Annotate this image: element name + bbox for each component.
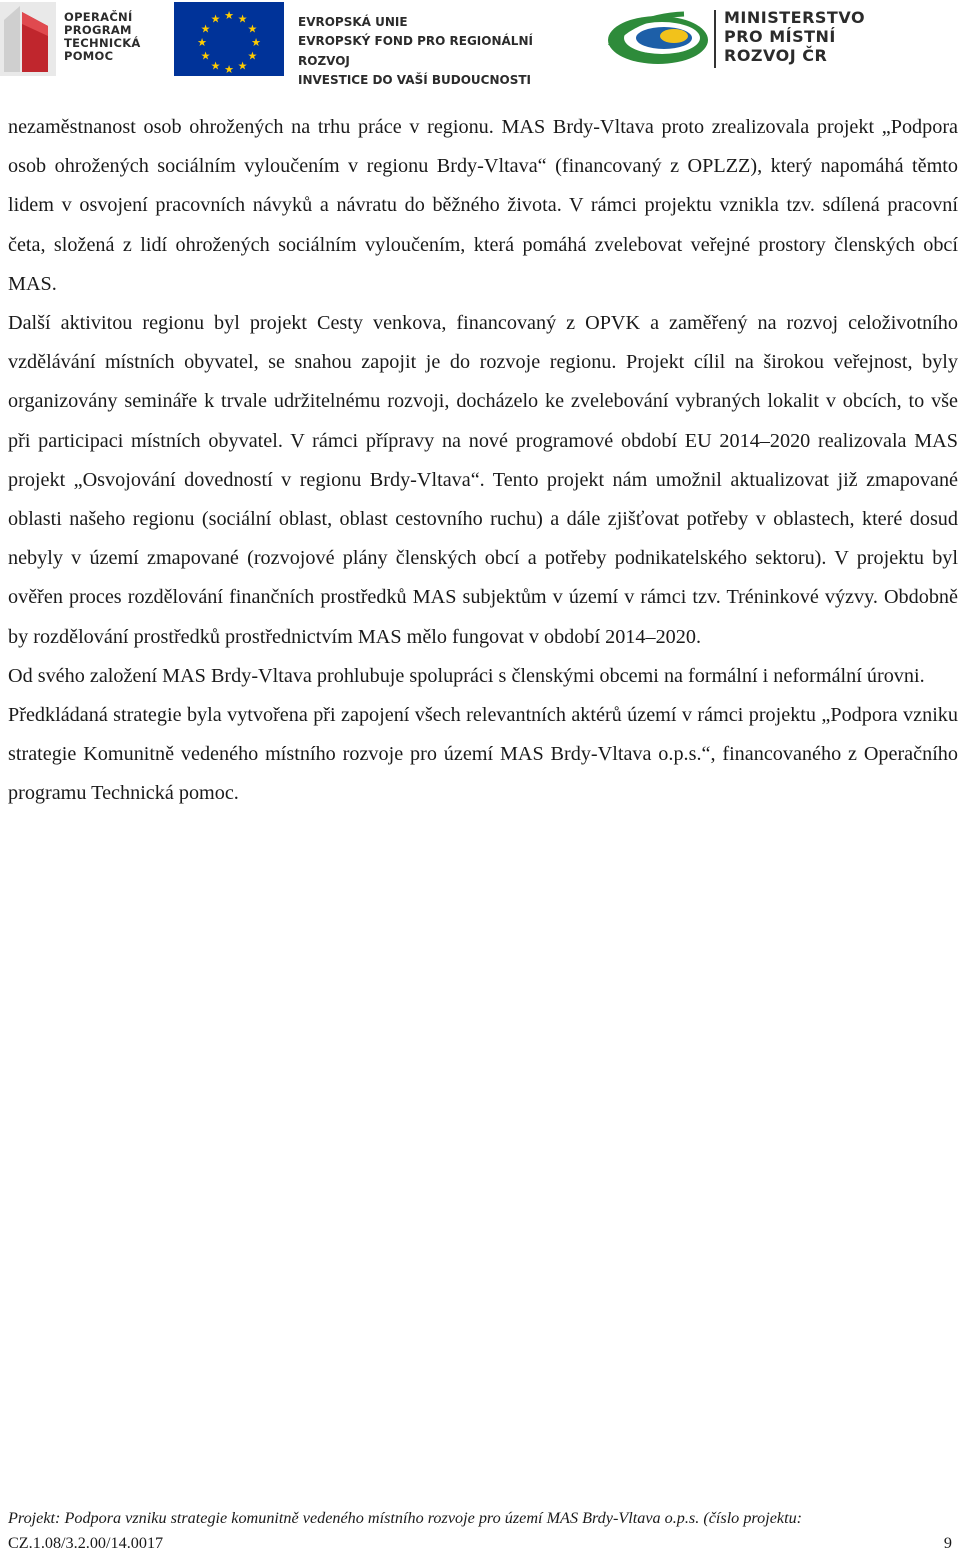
op-tp-logo xyxy=(0,2,160,76)
mmr-line-3: ROZVOJ ČR xyxy=(724,46,828,66)
mmr-logo-divider xyxy=(714,10,716,68)
svg-text:★: ★ xyxy=(200,22,211,36)
eu-line-3: INVESTICE DO VAŠÍ BUDOUCNOSTI xyxy=(298,73,531,88)
document-body xyxy=(8,108,958,814)
svg-text:★: ★ xyxy=(210,12,221,26)
op-tp-logo-text xyxy=(64,11,141,63)
paragraph-2: Další aktivitou regionu byl projekt Cesty venkova, financovaný z OPVK a zaměřený na rozvoj celoživotního vzdělávání místních obyvatel, se snahou zapojit je do rozvoje regionu. Projekt cílil na širokou veřejnost, byly organizovány semináře k trvale udržitelnému rozvoji, docházelo ke zvelebování vybraných lokalit v obcích, to vše při participaci místních obyvatel. V rámci přípravy na nové programové období EU 2014–2020 realizovala MAS projekt „Osvojování dovedností v regionu Brdy-Vltava“. Tento projekt nám umožnil aktualizovat již zmapované oblasti našeho regionu (sociální oblast, oblast cestovního ruchu) a dále zjišťovat potřeby v oblastech, které dosud nebyly v území zmapované (rozvojové plány členských obcí a potřeby podnikatelského sektoru). V projektu byl ověřen proces rozdělování finančních prostředků MAS subjektům v území v rámci tzv. Tréninkové výzvy. Obdobně by rozdělování prostředků prostřednictvím MAS mělo fungovat v období 2014–2020. xyxy=(8,312,958,648)
paragraph-1: nezaměstnanost osob ohrožených na trhu práce v regionu. MAS Brdy-Vltava proto zrealizovala projekt „Podpora osob ohrožených sociálním vyloučením v regionu Brdy-Vltava“ (financovaný z OPLZZ), který napomáhá těmto lidem v osvojení pracovních návyků a návratu do běžného života. V rámci projektu vznikla tzv. sdílená pracovní četa, složená z lidí ohrožených sociálním vyloučením, která pomáhá zvelebovat veřejné prostory členských obcí MAS. xyxy=(8,116,958,295)
op-tp-line-2: PROGRAM xyxy=(64,22,132,37)
mmr-logo xyxy=(604,2,960,76)
op-tp-line-4: POMOC xyxy=(64,48,114,63)
svg-text:★: ★ xyxy=(237,59,248,73)
paragraph-3: Od svého založení MAS Brdy-Vltava prohlubuje spolupráci s členskými obcemi na formální i neformální úrovni. xyxy=(8,664,925,687)
mmr-logo-text xyxy=(724,8,865,66)
svg-text:★: ★ xyxy=(210,59,221,73)
eu-logo xyxy=(174,2,574,88)
svg-text:★: ★ xyxy=(251,36,261,49)
eu-logo-text xyxy=(298,13,574,91)
svg-text:★: ★ xyxy=(197,36,207,49)
mmr-logo-icon xyxy=(604,6,714,70)
footer-project-number: CZ.1.08/3.2.00/14.0017 xyxy=(8,1534,164,1552)
op-tp-logo-icon xyxy=(0,2,56,76)
page-number: 9 xyxy=(943,1534,952,1552)
eu-line-1: EVROPSKÁ UNIE xyxy=(298,15,408,29)
eu-flag-icon xyxy=(174,2,284,76)
page-footer xyxy=(8,1506,952,1556)
op-tp-line-3: TECHNICKÁ xyxy=(64,35,141,50)
svg-text:★: ★ xyxy=(247,22,258,36)
svg-text:★: ★ xyxy=(200,49,211,63)
svg-text:★: ★ xyxy=(224,63,234,76)
mmr-line-1: MINISTERSTVO xyxy=(724,8,866,27)
footer-project-text: Projekt: Podpora vzniku strategie komunitně vedeného místního rozvoje pro území MAS Brdy-Vltava o.p.s. (číslo projektu: xyxy=(8,1509,803,1527)
svg-text:★: ★ xyxy=(224,9,234,22)
op-tp-line-1: OPERAČNÍ xyxy=(64,10,133,24)
mmr-line-2: PRO MÍSTNÍ xyxy=(724,27,836,47)
paragraph-4: Předkládaná strategie byla vytvořena při zapojení všech relevantních aktérů území v rámci projektu „Podpora vzniku strategie Komunitně vedeného místního rozvoje pro území MAS Brdy-Vltava o.p.s.“, financovaného z Operačního programu Technická pomoc. xyxy=(8,704,958,805)
svg-text:★: ★ xyxy=(237,12,248,26)
eu-line-2: EVROPSKÝ FOND PRO REGIONÁLNÍ ROZVOJ xyxy=(298,34,533,68)
header-logo-bar xyxy=(0,0,960,88)
footer-row xyxy=(8,1531,952,1556)
svg-text:★: ★ xyxy=(247,49,258,63)
